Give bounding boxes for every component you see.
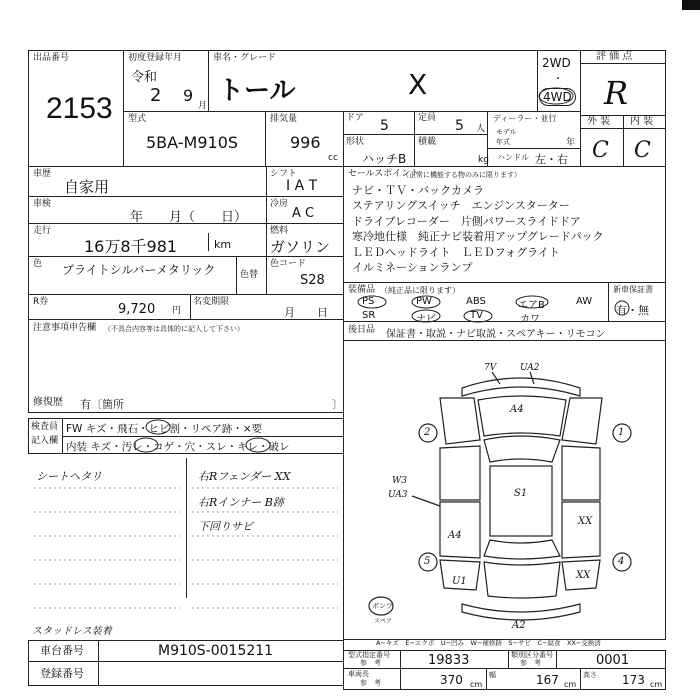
note-inner: 右Rインナー B跡 [198,496,284,509]
equip-ps: PS [362,296,375,307]
fuel-value: ガソリン [270,238,331,256]
model: 5BA-M910S [146,133,239,152]
mark-xx-right: XX [578,516,593,527]
mark-w3: W3 [392,476,407,486]
width-unit: cm [564,680,577,689]
sales-point-line: ＬＥＤヘッドライト ＬＥＤフォグライト [352,245,560,259]
sales-point-line: 寒冷地仕様 純正ナビ装着用アップグレードパック [352,230,604,244]
fuel-label: 燃料 [270,226,289,236]
aftermarket-label: 後日品 [348,325,376,335]
kg-unit: kg [478,155,489,165]
shape-label: 形状 [346,137,365,147]
repair-value: 有〔箇所 [80,398,124,411]
reg-year: 2 [150,85,162,106]
type-designation-label: 型式指定番号 [348,651,390,659]
mileage-value: 16万8千981 [84,237,178,256]
mark-xx-rear: XX [576,570,591,581]
equip-navi: ナビ [416,314,436,325]
km-unit: km [214,238,232,251]
drive-dot: ・ [553,74,563,85]
load-label: 積載 [418,137,437,147]
equip-abs: ABS [466,296,486,307]
interior-grade: C [634,138,651,163]
score-value: R [604,74,629,112]
equipment-sub: （純正品に限ります） [380,286,460,295]
dealer-label: ディーラー・並行 [493,114,557,123]
notes-sub: （不具合内容等は具体的に記入して下さい） [104,325,244,333]
name-label: 車名・グレード [213,53,277,63]
capacity-label: 定員 [418,113,437,123]
car-name: トール [218,76,296,106]
length-label: 車両長 [348,670,369,678]
lot-number: 2153 [46,92,113,125]
recolor-label: 色替 [240,270,259,280]
mark-5: 5 [424,556,431,567]
sales-point-line: ステアリングスイッチ エンジンスターター [352,199,570,213]
ac-label: 冷房 [270,199,289,209]
grade: X [408,68,428,101]
handle-label: ハンドル [497,153,529,162]
inspector-int: 内装 キズ・汚レ・コゲ・穴・スレ・キレ・破レ [66,441,290,453]
sales-point-line: ドライブレコーダー 片側パワースライドドア [352,214,581,228]
year-unit: 年 [566,138,576,148]
repair-label: 修復歴 [33,397,63,408]
inspector-label-1: 検査員 [31,422,59,432]
type-value: 自家用 [64,178,110,196]
chassis-label: 車台番号 [40,644,84,657]
capacity: 5 [455,118,464,134]
color-label: 色 [33,259,43,269]
warranty-label: 新車保証書 [613,285,653,294]
inspection-value: 年 月（ 日） [130,210,248,225]
handle: 左・右 [535,153,568,166]
equip-aw: AW [576,296,593,307]
person-unit: 人 [476,124,486,134]
type-label: 車歴 [33,169,52,179]
mark-7v: 7V [484,363,497,373]
chassis-value: M910S-0015211 [158,643,274,659]
displacement: 996 [290,133,321,152]
length-value: 370 [440,673,463,687]
note-seat: シートヘタリ [36,470,102,483]
recycle-label: R券 [33,297,49,307]
width-label: 幅 [489,671,496,679]
diagram-legend: A−キズ E−エクボ U−凹み W−補修跡 S−サビ C−腐食 XX−交換済 [376,639,601,647]
equipment-label: 装備品 [348,285,376,295]
length-sub: 参 考 [360,679,381,687]
exterior-grade: C [592,138,609,163]
height-value: 173 [622,673,645,687]
sales-point-line: ナビ・ＴＶ・バックカメラ [352,184,484,197]
category-label: 類別区分番号 [511,651,553,659]
lot-label: 出品番号 [33,53,70,63]
mark-a2: A2 [512,620,526,631]
note-fender: 右Rフェンダー XX [198,470,291,483]
length-unit: cm [470,680,483,689]
deadline-value: 月 日 [284,306,328,319]
deadline-label: 名変期限 [193,297,230,307]
warranty-value: 有・無 [616,304,649,317]
mark-a4-top: A4 [510,404,524,415]
equip-sr: SR [362,310,376,321]
recycle-value: 9,720 [118,302,156,317]
category-sub: 参 考 [520,659,541,667]
mileage-label: 走行 [33,226,52,236]
height-unit: cm [650,680,663,689]
mark-u1: U1 [452,576,467,587]
inspector-label-2: 記入欄 [31,436,59,446]
exterior-label: 外 装 [587,116,611,127]
spare-label: ポンプ [372,602,393,610]
interior-label: 内 装 [630,116,654,127]
equip-leather: カワ [520,314,540,325]
color-code: S28 [300,273,325,288]
mark-1: 1 [618,427,625,438]
type-designation-sub: 参 考 [360,659,381,667]
ac-value: A C [292,206,315,221]
repair-close: 〕 [332,398,343,411]
model-year-label: モデル年式 [496,128,517,146]
shift-value: I A T [286,178,318,194]
mark-ua3: UA3 [388,490,408,500]
shape: ハッチB [362,152,407,166]
reg-month-unit: 月 [198,101,208,111]
sales-subtitle: （正常に機能する物のみに限ります） [402,171,521,179]
yen-unit: 円 [172,306,182,316]
score-label: 評 価 点 [596,51,633,62]
cc-unit: cc [328,153,338,163]
mark-ua2: UA2 [520,363,540,373]
aftermarket-value: 保証書・取説・ナビ取説・スペアキー・リモコン [386,329,606,340]
reg-no-label: 登録番号 [40,667,84,680]
equip-airbag: エアB [518,300,545,311]
equip-pw: PW [416,296,432,307]
height-label: 高さ [583,671,597,679]
mark-4: 4 [618,556,625,567]
reg-month: 9 [183,86,194,105]
displacement-label: 排気量 [270,114,298,124]
width-value: 167 [536,673,559,687]
equip-tv: TV [470,310,483,321]
doors: 5 [380,118,389,134]
mark-2: 2 [424,427,431,438]
sales-point-line: イルミネーションランプ [352,261,473,275]
sales-title: セールスポイント [348,169,420,179]
era: 令和 [131,70,158,85]
category-value: 0001 [596,653,630,668]
note-underbody: 下回りサビ [198,520,253,533]
reg-label: 初度登録年月 [128,53,183,63]
inspection-label: 車検 [33,199,52,209]
spare-sub: スペア [374,618,393,625]
model-label: 型式 [128,114,147,124]
color-code-label: 色コード [270,259,307,269]
door-label: ドア [346,113,364,123]
mark-s1: S1 [514,488,528,499]
drive-4wd: 4WD [539,88,576,106]
type-designation-value: 19833 [428,653,470,668]
shift-label: シフト [270,169,298,179]
notes-label: 注意事項申告欄 [33,323,97,333]
drive-2wd: 2WD [542,56,571,70]
inspector-ext: FW キズ・飛石・ヒビ割・リペア跡・×要 [66,423,263,435]
color-value: ブライトシルバーメタリック [62,263,216,277]
mark-a4-left: A4 [448,530,462,541]
note-studless: スタッドレス装着 [32,626,112,637]
